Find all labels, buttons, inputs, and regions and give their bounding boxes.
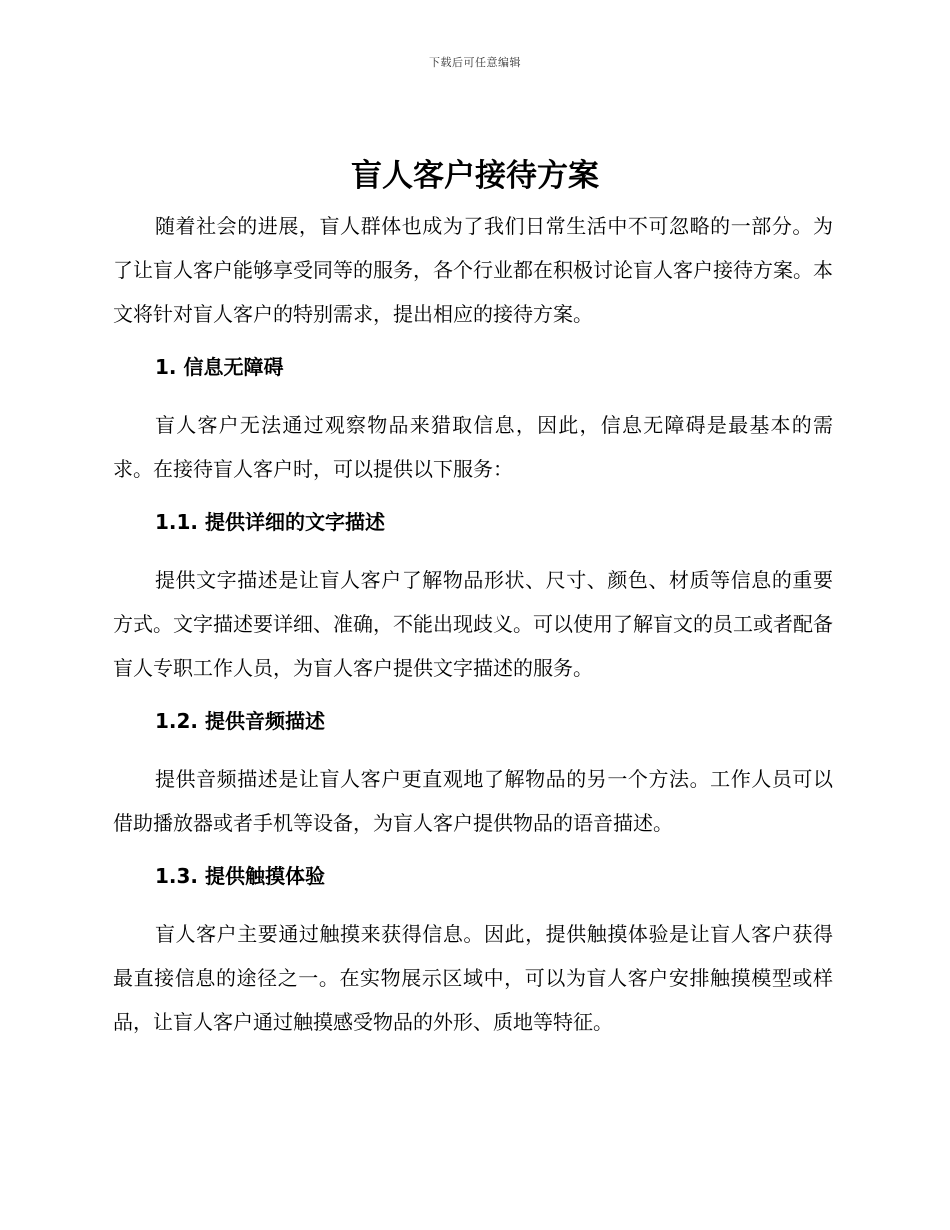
section-paragraph-1-3: 盲人客户主要通过触摸来获得信息。因此，提供触摸体验是让盲人客户获得最直接信息的途径之一。在实物展示区域中，可以为盲人客户安排触摸模型或样品，让盲人客户通过触摸感受物品的外形、质地等特征。 bbox=[113, 922, 833, 1034]
section-heading-1-3: 1.3. 提供触摸体验 bbox=[155, 864, 325, 888]
section-heading-1-1: 1.1. 提供详细的文字描述 bbox=[155, 510, 385, 534]
section-paragraph-1-2: 提供音频描述是让盲人客户更直观地了解物品的另一个方法。工作人员可以借助播放器或者手机等设备，为盲人客户提供物品的语音描述。 bbox=[113, 767, 833, 835]
section-heading-1-2: 1.2. 提供音频描述 bbox=[155, 709, 325, 733]
intro-paragraph: 随着社会的进展，盲人群体也成为了我们日常生活中不可忽略的一部分。为了让盲人客户能够享受同等的服务，各个行业都在积极讨论盲人客户接待方案。本文将针对盲人客户的特别需求，提出相应的接待方案。 bbox=[113, 214, 833, 326]
section-heading-1: 1. 信息无障碍 bbox=[155, 355, 284, 379]
section-paragraph-1: 盲人客户无法通过观察物品来猎取信息，因此，信息无障碍是最基本的需求。在接待盲人客户时，可以提供以下服务： bbox=[113, 413, 833, 481]
header-note: 下载后可任意编辑 bbox=[429, 56, 521, 69]
section-paragraph-1-1: 提供文字描述是让盲人客户了解物品形状、尺寸、颜色、材质等信息的重要方式。文字描述要详细、准确，不能出现歧义。可以使用了解盲文的员工或者配备盲人专职工作人员，为盲人客户提供文字描述的服务。 bbox=[113, 568, 833, 680]
document-body bbox=[113, 204, 833, 1053]
page-title: 盲人客户接待方案 bbox=[351, 158, 599, 194]
